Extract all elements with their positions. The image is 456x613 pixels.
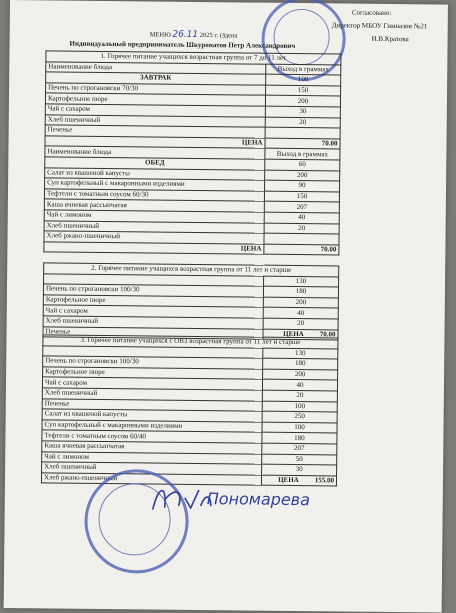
dish-out: 180 — [263, 286, 338, 297]
dish-out: 150 — [264, 191, 339, 202]
dish-out: 20 — [265, 117, 340, 128]
meal-breakfast: ЗАВТРАК — [46, 72, 266, 85]
dish-out: 180 — [263, 358, 338, 369]
dish-out: 200 — [263, 297, 338, 308]
dish-out — [264, 233, 339, 244]
price-label: ЦЕНА — [45, 136, 265, 149]
approval-signatory: И.В.Кратова — [371, 34, 409, 44]
menu-prefix: МЕНЮ — [149, 31, 171, 39]
section1-table — [43, 50, 341, 255]
entrepreneur-line: Индивидуальный предприниматель Шкуропатов Петр Александрович — [69, 39, 296, 50]
menu-date-line — [150, 29, 238, 40]
dish-name: Суп картофельный с макаронными изделиями — [45, 178, 265, 191]
dish-out: 130 — [263, 348, 338, 359]
dish-out: 207 — [262, 443, 337, 454]
price-amount: 155.00 — [314, 476, 335, 485]
dish-out: 207 — [264, 201, 339, 212]
dish-out: 200 — [265, 170, 340, 181]
dish-out: 100 — [262, 401, 337, 412]
dish-out: 40 — [263, 308, 338, 319]
dish-out: 60 — [265, 159, 340, 170]
dish-name: Тефтели с томатным соусом 60/40 — [42, 430, 262, 443]
section2-title: 2. Горячее питание учащихся возрастная группа от 11 лет и старше — [44, 263, 339, 277]
dish-name: Печенье — [42, 398, 262, 411]
dish-name: Печенье — [45, 125, 265, 138]
col-out-header: Выход в граммах — [266, 64, 341, 75]
dish-name: Суп картофельный с макаронными изделиями — [42, 420, 262, 433]
table-cell: 100 — [266, 74, 341, 85]
dish-out: 200 — [263, 369, 338, 380]
dish-name: Печень по строгановски 100/30 — [43, 284, 263, 297]
price-label: ЦЕНА — [44, 242, 264, 255]
dish-name: Чай с лимоном — [44, 210, 264, 223]
col-name-header: Наименование блюда — [45, 146, 265, 159]
dish-out: 130 — [264, 276, 339, 287]
dish-out: 90 — [265, 180, 340, 191]
price-label: ЦЕНА — [283, 329, 304, 338]
dish-name: Чай с сахаром — [42, 377, 262, 390]
dish-out: 30 — [262, 464, 337, 475]
dish-out: 180 — [262, 433, 337, 444]
approval-block — [332, 6, 447, 46]
section3-table — [41, 334, 339, 486]
dish-name: Салат из квашеной капусты — [45, 167, 265, 180]
meal-lunch: ОБЕД — [45, 157, 265, 170]
dish-out: 20 — [262, 390, 337, 401]
dish-out: 250 — [262, 411, 337, 422]
approval-director: Директор МБОУ Гимназия №21 — [331, 21, 428, 31]
dish-name: Картофельное пюре — [45, 93, 265, 106]
dish-name: Хлеб пшеничный — [42, 388, 262, 401]
dish-name: Чай с лимоном — [42, 451, 262, 464]
dish-name: Чай с сахаром — [45, 104, 265, 117]
price-label: ЦЕНА — [278, 475, 299, 485]
dish-out: 20 — [263, 318, 338, 329]
dish-out: 40 — [264, 212, 339, 223]
price-value: 70.00 — [265, 138, 340, 149]
dish-name: Тефтели с томатным соусом 60/30 — [44, 189, 264, 202]
dish-name: Хлеб пшеничный — [43, 316, 263, 329]
dish-out: 150 — [266, 85, 341, 96]
approval-label: Согласовано: — [351, 8, 392, 17]
dish-name: Хлеб ржано-пшеничный — [41, 473, 261, 486]
dish-name: Хлеб пшеничный — [45, 114, 265, 127]
menu-date-handwritten: 26.11 — [172, 29, 199, 40]
section1-title: 1. Горячее питание учащихся возрастная группа от 7 до 11 лет — [46, 51, 341, 65]
dish-out: 50 — [262, 454, 337, 465]
dish-out: 200 — [265, 96, 340, 107]
dish-out — [265, 127, 340, 138]
menu-year: 2025 г. (Здена — [199, 31, 238, 40]
dish-name: Печенье — [43, 326, 263, 339]
price-amount: 70.00 — [319, 330, 336, 339]
price-value: 70.00 — [264, 244, 339, 255]
dish-out: 20 — [264, 223, 339, 234]
section3-title: 3. Горячее питание учащихся с ОВЗ возрастная группа от 11 лет и старше — [43, 335, 338, 349]
dish-out: 30 — [265, 106, 340, 117]
dish-name: Хлеб пшеничный — [42, 462, 262, 475]
menu-document — [4, 0, 448, 613]
dish-name: Картофельное пюре — [43, 367, 263, 380]
dish-name: Печень по строгановски 70/30 — [46, 83, 266, 96]
dish-name: Салат из квашеной капусты — [42, 409, 262, 422]
dish-out: 100 — [262, 422, 337, 433]
dish-name: Каша ячневая рассыпчатая — [44, 199, 264, 212]
dish-name: Каша ячневая рассыпчатая — [42, 441, 262, 454]
section2-table — [42, 262, 339, 340]
dish-name: Хлеб пшеничный — [44, 220, 264, 233]
dish-name: Картофельное пюре — [43, 295, 263, 308]
dish-name: Чай с сахаром — [43, 305, 263, 318]
signature-text: Пономарева — [206, 489, 311, 510]
col-name-header: Наименование блюда — [46, 61, 266, 74]
dish-name: Хлеб ржано-пшеничный — [44, 231, 264, 244]
col-out-header: Выход в граммах — [265, 149, 340, 160]
dish-out: 40 — [262, 380, 337, 391]
dish-name: Печень по строгановски 100/30 — [43, 356, 263, 369]
